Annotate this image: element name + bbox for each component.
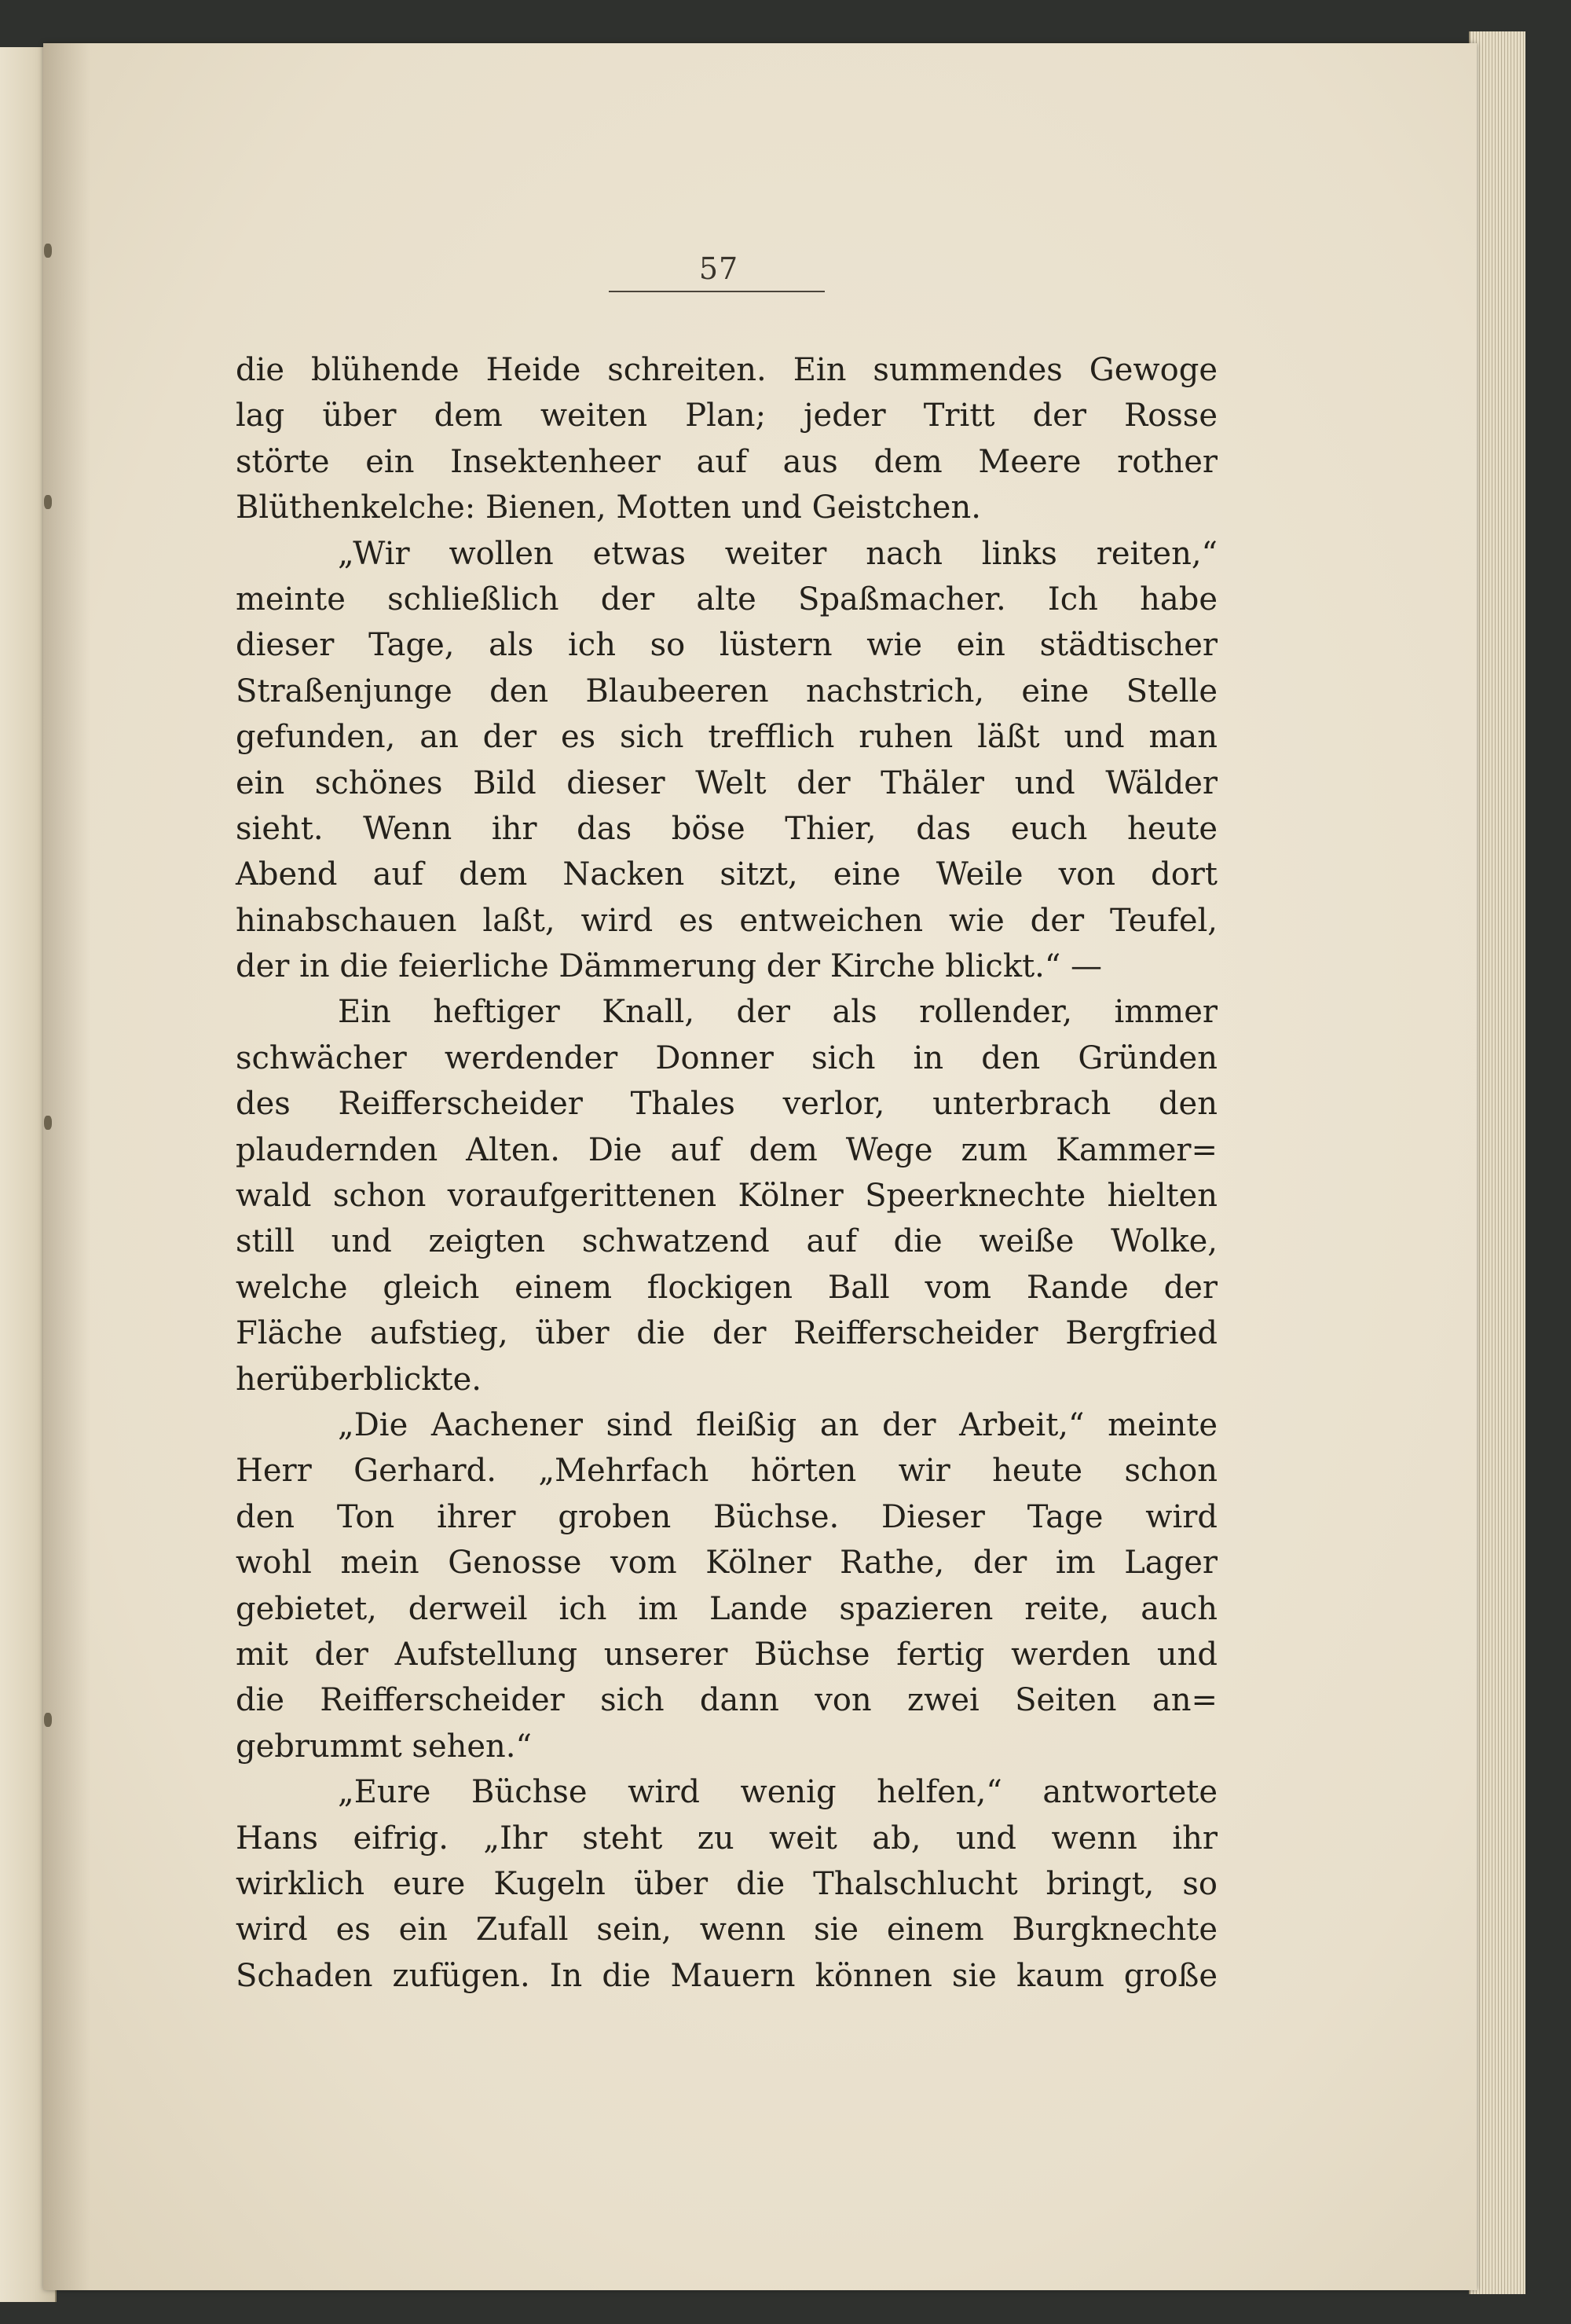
text-line: des Reifferscheider Thales verlor, unterbrach den	[236, 1086, 1218, 1123]
page-stack-edge	[1469, 31, 1525, 2294]
text-line: schwächer werdender Donner sich in den Gründen	[236, 1039, 1218, 1076]
text-line: wohl mein Genosse vom Kölner Rathe, der im Lager	[236, 1545, 1218, 1582]
gutter-shadow	[43, 43, 90, 2290]
text-line: lag über dem weiten Plan; jeder Tritt der Rosse	[236, 398, 1218, 434]
text-line: sieht. Wenn ihr das böse Thier, das euch heute	[236, 810, 1218, 847]
text-line: dieser Tage, als ich so lüstern wie ein städtischer	[236, 627, 1218, 664]
text-line: den Ton ihrer groben Büchse. Dieser Tage wird	[236, 1498, 1218, 1535]
text-line: Straßenjunge den Blaubeeren nachstrich, eine Stelle	[236, 673, 1218, 709]
text-line: herüberblickte.	[236, 1361, 482, 1398]
body-text	[236, 347, 1218, 1999]
text-line: Abend auf dem Nacken sitzt, eine Weile von dort	[236, 856, 1218, 893]
text-line: die Reifferscheider sich dann von zwei Seiten an=	[236, 1682, 1218, 1719]
text-line: Fläche aufstieg, über die der Reifferscheider Bergfried	[236, 1315, 1218, 1352]
text-line: Blüthenkelche: Bienen, Motten und Geistchen.	[236, 489, 981, 526]
text-line: gefunden, an der es sich trefflich ruhen läßt und man	[236, 719, 1218, 756]
text-line: „Die Aachener sind fleißig an der Arbeit,“ meinte	[338, 1406, 1218, 1443]
page-number: 57	[698, 251, 739, 286]
text-line: Schaden zufügen. In die Mauern können sie kaum große	[236, 1957, 1218, 1994]
text-line: still und zeigten schwatzend auf die weiße Wolke,	[236, 1223, 1218, 1260]
text-line: Ein heftiger Knall, der als rollender, immer	[338, 994, 1218, 1031]
text-line: „Eure Büchse wird wenig helfen,“ antwortete	[338, 1774, 1218, 1811]
binding-thread-mark	[44, 244, 52, 258]
text-line: welche gleich einem flockigen Ball vom Rande der	[236, 1269, 1218, 1306]
text-line: mit der Aufstellung unserer Büchse fertig werden und	[236, 1636, 1218, 1673]
text-line: Herr Gerhard. „Mehrfach hörten wir heute schon	[236, 1453, 1218, 1490]
text-line: die blühende Heide schreiten. Ein summendes Gewoge	[236, 352, 1218, 388]
text-line: plaudernden Alten. Die auf dem Wege zum Kammer=	[236, 1131, 1218, 1168]
text-line: Hans eifrig. „Ihr steht zu weit ab, und wenn ihr	[236, 1820, 1218, 1857]
text-line: gebietet, derweil ich im Lande spazieren reite, auch	[236, 1590, 1218, 1627]
binding-thread-mark	[44, 1713, 52, 1727]
text-line: „Wir wollen etwas weiter nach links reiten,“	[338, 535, 1218, 572]
page-number-rule	[609, 291, 825, 292]
text-line: wald schon voraufgerittenen Kölner Speerknechte hielten	[236, 1178, 1218, 1215]
text-line: der in die feierliche Dämmerung der Kirche blickt.“ —	[236, 948, 1103, 985]
text-line: wird es ein Zufall sein, wenn sie einem Burgknechte	[236, 1912, 1218, 1948]
text-line: wirklich eure Kugeln über die Thalschlucht bringt, so	[236, 1865, 1218, 1902]
binding-thread-mark	[44, 1116, 52, 1130]
binding-thread-mark	[44, 495, 52, 509]
text-line: störte ein Insektenheer auf aus dem Meere rother	[236, 443, 1218, 480]
text-line: hinabschauen laßt, wird es entweichen wie der Teufel,	[236, 902, 1218, 939]
text-line: ein schönes Bild dieser Welt der Thäler und Wälder	[236, 764, 1218, 801]
text-line: meinte schließlich der alte Spaßmacher. Ich habe	[236, 581, 1218, 618]
text-line: gebrummt sehen.“	[236, 1728, 532, 1765]
